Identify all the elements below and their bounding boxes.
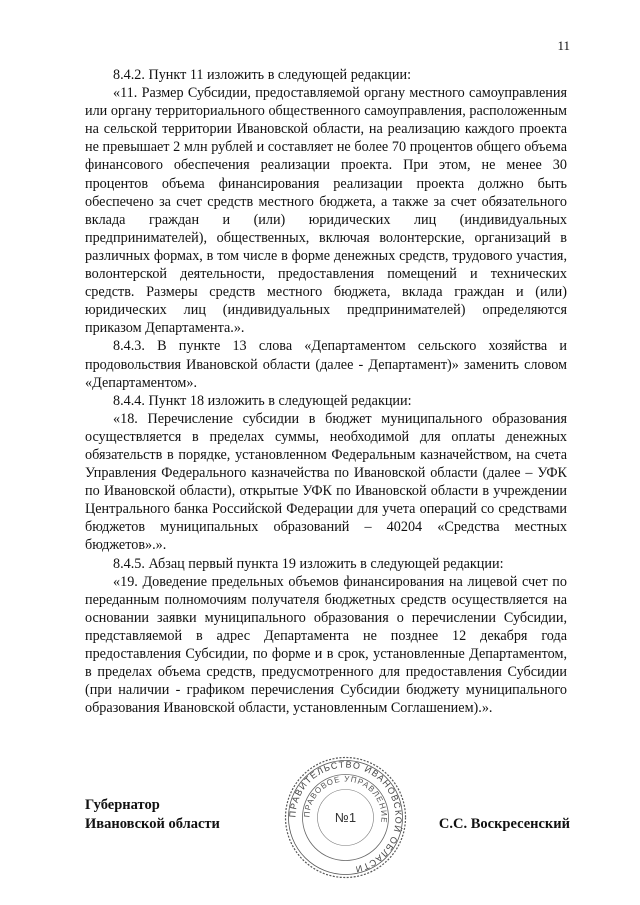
paragraph-point-11: «11. Размер Субсидии, предоставляемой органу местного самоуправления или органу территориального общественного самоуправления, расположенным на сельской территории Ивановской области, на реализацию каждого проекта не превышает 2 млн рублей и составляет не более 70 процентов общего объема финансового обеспечения реализации проекта. При этом, не менее 30 процентов объема финансирования реализации проекта должно быть обеспечено за счет средств местного бюджета, а также за счет обязательного вклада граждан и (или) юридических лиц (индивидуальных предпринимателей), общественных, включая волонтерские, организаций в различных формах, в том числе в форме денежных средств, трудового участия, волонтерской деятельности, предоставления помещений и технических средств. Размеры средств местного бюджета, вклада граждан и (или) юридических лиц (индивидуальных предпринимателей) определяются приказом Департамента.». — [85, 85, 567, 337]
paragraph-8-4-2: 8.4.2. Пункт 11 изложить в следующей редакции: — [113, 67, 412, 83]
stamp-inner-text: ПРАВОВОЕ УПРАВЛЕНИЕ — [302, 774, 389, 824]
stamp-number: №1 — [334, 810, 357, 825]
official-stamp — [283, 755, 408, 880]
stamp-outer-text: ПРАВИТЕЛЬСТВО ИВАНОВСКОЙ ОБЛАСТИ — [287, 759, 404, 875]
paragraph-8-4-5: 8.4.5. Абзац первый пункта 19 изложить в следующей редакции: — [113, 555, 504, 572]
document-body — [85, 66, 567, 717]
signatory-title — [85, 796, 220, 834]
signatory-name: С.С. Воскресенский — [438, 816, 570, 832]
signatory-position: Губернатор — [85, 797, 160, 813]
page-number: 11 — [557, 38, 570, 53]
signatory-region: Ивановской области — [85, 816, 220, 832]
paragraph-8-4-3: 8.4.3. В пункте 13 слова «Департаментом сельского хозяйства и продовольствия Ивановской области (далее - Департамент)» заменить словом «Департаментом». — [85, 338, 567, 391]
paragraph-point-19: «19. Доведение предельных объемов финансирования на лицевой счет по переданным полномочиям получателя бюджетных средств осуществляется на основании заявки муниципального образования о перечислении Субсидии, представляемой в адрес Департамента не позднее 12 декабря года предоставления Субсидии, по форме и в срок, установленные Департаментом, в пределах объема средств, предусмотренного для предоставления Субсидии (при наличии - графиком перечисления Субсидии бюджету муниципального образования Ивановской области, установленным Соглашением).». — [85, 573, 567, 717]
paragraph-point-18: «18. Перечисление субсидии в бюджет муниципального образования осуществляется в пределах суммы, необходимой для оплаты денежных обязательств в порядке, установленном Федеральным казначейством, на счета Управления Федерального казначейства по Ивановской области (далее – УФК по Ивановской области), открытые УФК по Ивановской области в учреждении Центрального банка Российской Федерации для учета операций со средствами бюджетов муниципальных образований – 40204 «Средства местных бюджетов».». — [85, 410, 567, 554]
paragraph-8-4-4: 8.4.4. Пункт 18 изложить в следующей редакции: — [113, 392, 412, 409]
